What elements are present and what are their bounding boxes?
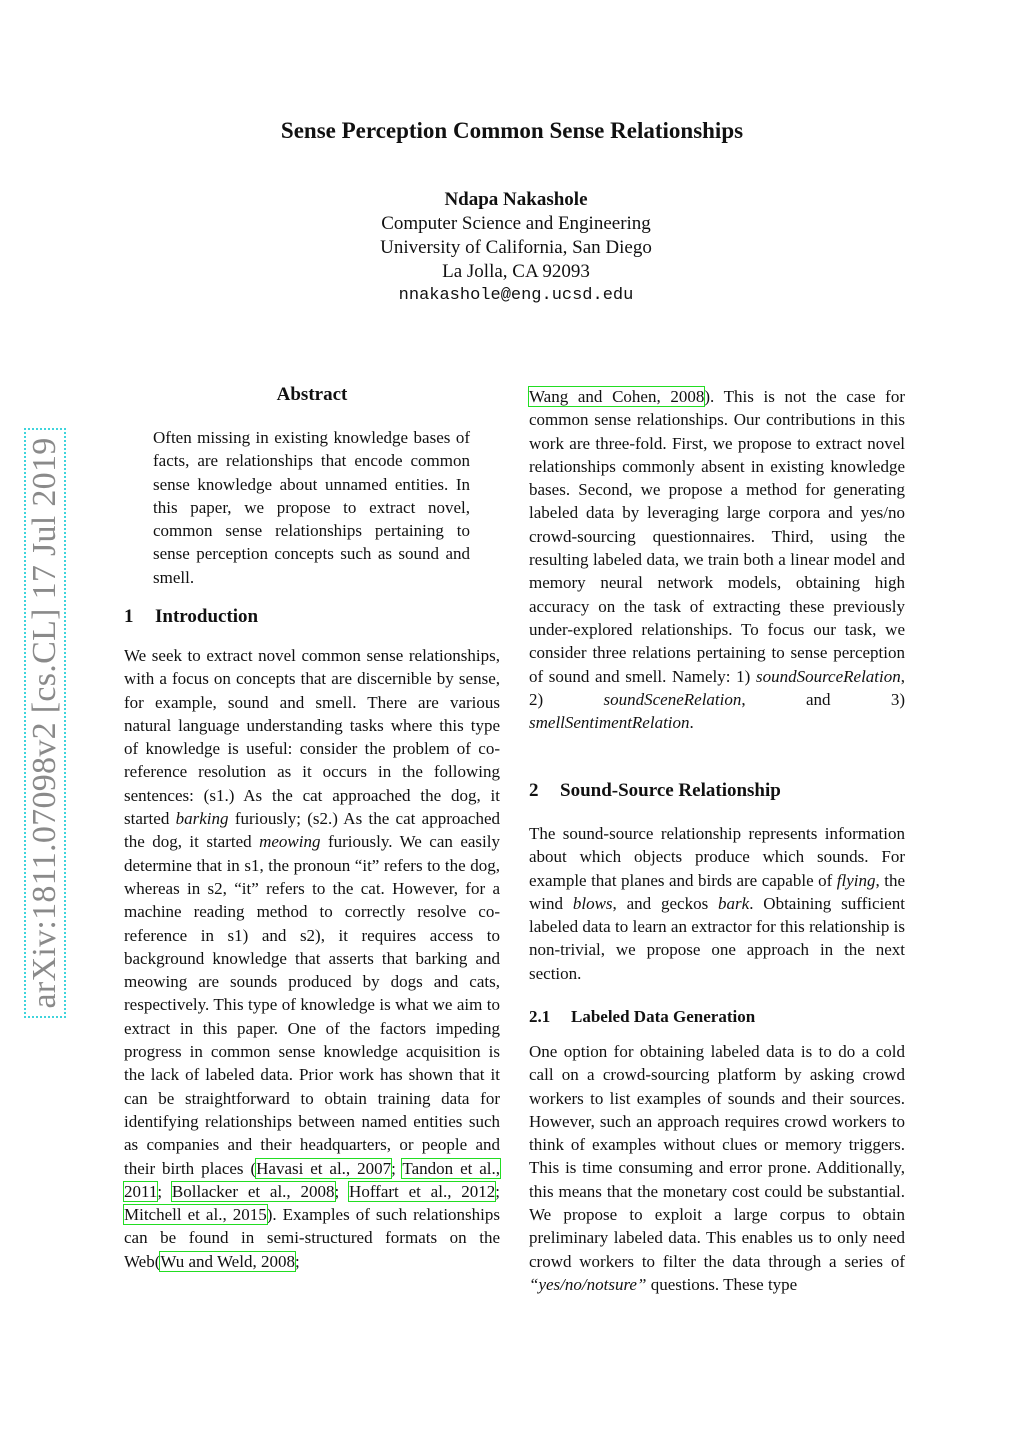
relation-sound-scene: soundSceneRelation — [603, 689, 742, 709]
arxiv-stamp-text: arXiv:1811.07098v2 [cs.CL] 17 Jul 2019 — [26, 437, 63, 1009]
citation-separator: ; — [157, 1181, 172, 1201]
sec2-text-2: , the wind — [529, 870, 906, 913]
arxiv-stamp[interactable] — [24, 428, 66, 1018]
citation-bollacker-2008[interactable]: Bollacker et al., 2008 — [171, 1181, 335, 1201]
citation-mitchell-2015[interactable]: Mitchell et al., 2015 — [124, 1205, 267, 1225]
citation-separator: ; — [391, 1158, 403, 1178]
abstract-text: Often missing in existing knowledge bases of facts, are relationships that encode common sense knowledge about unnamed entities. In this paper, we propose to extract novel, common sense relationships pertaining to sense perception concepts such as sound and smell. — [153, 428, 470, 587]
sec2-word-blows: blows — [572, 893, 613, 913]
sec2-text-3: , and geckos — [612, 893, 709, 913]
sec2-text-1: The sound-source relationship represents information about which objects produce which sounds. For example that planes and birds are capable of — [529, 824, 905, 890]
author-city: La Jolla, CA 92093 — [442, 261, 590, 282]
citation-wu-weld-2008[interactable]: Wu and Weld, 2008 — [160, 1251, 295, 1271]
relation-smell-sentiment: smellSentimentRelation — [529, 713, 690, 733]
sec21-quoted-options: “yes/no/notsure” — [529, 1274, 647, 1294]
section-1-title: Introduction — [155, 606, 259, 627]
sec2-word-bark: bark — [718, 893, 750, 913]
intro-cont-text-3: , and 3) — [741, 689, 905, 709]
citation-tandon-2011[interactable]: Tandon et al., 2011 — [124, 1158, 501, 1201]
author-department: Computer Science and Engineering — [381, 213, 651, 234]
citation-havasi-2007[interactable]: Havasi et al., 2007 — [256, 1158, 392, 1178]
introduction-continued-paragraph — [529, 385, 905, 734]
sec2-word-flying: flying — [836, 870, 876, 890]
labeled-data-body — [529, 1040, 905, 1296]
sec21-text-1: One option for obtaining labeled data is to do a cold call on a crowd-sourcing platform by asking crowd workers to list examples of sounds and their sources. However, such an approach requires crowd workers to think of examples without clues or memory triggers. This is time consuming and error prone. Additionally, this means that the monetary cost could be substantial. We propose to exploit a large corpus to obtain preliminary labeled data. This enables us to only need crowd workers to filter the data through a series of — [529, 1042, 905, 1271]
section-2-title: Sound-Source Relationship — [560, 780, 781, 801]
citation-separator: ; — [334, 1181, 350, 1201]
author-block — [0, 188, 1024, 308]
intro-word-barking: barking — [175, 809, 229, 829]
sound-source-body — [529, 822, 905, 985]
subsection-2-1-title: Labeled Data Generation — [571, 1007, 756, 1026]
introduction-paragraph — [124, 644, 500, 1273]
section-2-heading — [529, 780, 781, 802]
sec21-text-2: questions. These type — [650, 1274, 798, 1294]
intro-cont-text-1: ). This is not the case for common sense relationships. Our contributions in this work are three-fold. First, we propose to extract novel relationships commonly absent in existing knowledge bases. Second, we propose a method for generating labeled data by leveraging large corpora and yes/no crowd-sourcing questionnaires. Third, using the resulting labeled data, we train both a linear model and memory neural network models, obtaining high accuracy on the task of extracting these previously under-explored relationships. To focus our task, we consider three relations pertaining to sense perception of sound and smell. Namely: 1) — [529, 387, 905, 686]
citation-hoffart-2012[interactable]: Hoffart et al., 2012 — [349, 1181, 496, 1201]
labeled-data-paragraph — [529, 1040, 905, 1296]
introduction-continued — [529, 385, 905, 734]
sound-source-paragraph — [529, 822, 905, 985]
author-name: Ndapa Nakashole — [444, 189, 588, 210]
intro-cont-text-4: . — [689, 713, 694, 733]
section-1-number: 1 — [124, 606, 134, 627]
author-university: University of California, San Diego — [380, 237, 652, 258]
sec2-text-4: . Obtaining sufficient labeled data to learn an extractor for this relationship is non-trivial, we propose one approach in the next section. — [529, 893, 906, 983]
abstract-heading: Abstract — [276, 384, 348, 405]
intro-cont-text-2: , 2) — [529, 666, 905, 709]
subsection-2-1-number: 2.1 — [529, 1007, 551, 1026]
section-1-heading — [124, 606, 258, 628]
author-email[interactable]: nnakashole@eng.ucsd.edu — [398, 286, 634, 305]
intro-text-4: ). Examples of such relationships can be found in semi-structured formats on the Web( — [124, 1205, 500, 1271]
relation-sound-source: soundSourceRelation — [755, 666, 901, 686]
citation-separator: ; — [495, 1181, 500, 1201]
intro-text-1: We seek to extract novel common sense relationships, with a focus on concepts that are discernible by sense, for example, sound and smell. There are various natural language understanding tasks where this type of knowledge is useful: consider the problem of co-reference resolution as it occurs in the following sentences: (s1.) As the cat approached the dog, it started — [124, 646, 500, 829]
subsection-2-1-heading — [529, 1007, 755, 1027]
section-2-number: 2 — [529, 780, 539, 801]
paper-title: Sense Perception Common Sense Relationships — [280, 118, 744, 143]
intro-text-2: furiously; (s2.) As the cat approached the dog, it started — [124, 809, 501, 852]
intro-text-3: furiously. We can easily determine that in s1, the pronoun “it” refers to the dog, whereas in s2, “it” refers to the cat. However, for a machine reading method to correctly resolve co-reference in s1) and s2), it requires access to background knowledge that asserts that barking and meowing are sounds produced by dogs and cats, respectively. This type of knowledge is what we aim to extract in this paper. One of the factors impeding progress in common sense knowledge acquisition is the lack of labeled data. Prior work has shown that it can be straightforward to obtain training data for identifying relationships between named entities such as companies and their headquarters, or people and their birth places ( — [124, 832, 500, 1178]
intro-word-meowing: meowing — [259, 832, 321, 852]
introduction-body — [124, 644, 500, 1273]
citation-separator: ; — [294, 1251, 300, 1271]
citation-wang-cohen-2008[interactable]: Wang and Cohen, 2008 — [529, 387, 705, 406]
